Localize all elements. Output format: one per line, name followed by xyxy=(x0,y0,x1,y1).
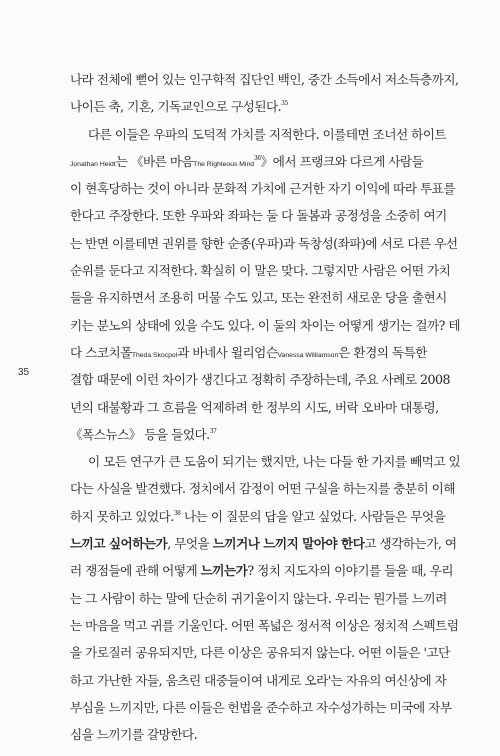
text-span: 러 쟁점들에 관해 어떻게 xyxy=(70,563,201,579)
text-line xyxy=(70,421,452,448)
emphasis-text: 느끼거나 느끼지 말아야 한다 xyxy=(212,536,365,552)
text-line: 을 가로질러 공유되지만, 다른 이상은 공유되지 않는다. 어떤 이들은 '고단 xyxy=(70,645,450,661)
text-span: 《폭스뉴스》 등을 들었다. xyxy=(70,426,210,442)
text-line: 한다고 주장한다. 또한 우파와 좌파는 둘 다 돌봄과 공정성을 소중히 여기 xyxy=(70,208,447,224)
text-line: 년의 대불황과 그 흐름을 억제하려 한 정부의 시도, 버락 오바마 대통령, xyxy=(70,399,439,415)
text-line xyxy=(70,148,452,175)
footnote-ref: 36 xyxy=(254,154,261,162)
emphasis-text: 느끼는가 xyxy=(200,563,248,579)
footnote-ref: 35 xyxy=(281,100,288,108)
text-span: 나는 이 질문의 답을 알고 싶었다. 사람들은 무엇을 xyxy=(180,508,446,524)
text-line: 는 마음을 먹고 귀를 기울인다. 어떤 폭넓은 정서적 이상은 정치적 스펙트럼 xyxy=(70,617,459,633)
text-line: 다른 이들은 우파의 도덕적 가치를 지적한다. 이를테면 조너선 하이트 xyxy=(88,126,447,142)
text-line: 심을 느끼기를 갈망한다. xyxy=(70,727,198,743)
text-line xyxy=(70,503,452,530)
body-text xyxy=(70,66,461,748)
text-line: 다는 사실을 발견했다. 정치에서 감정이 어떤 구실을 하는지를 충분히 이해 xyxy=(70,481,455,497)
english-name: Jonathan Heidt xyxy=(70,160,116,168)
footnote-ref: 38 xyxy=(173,509,181,517)
page-number: 35 xyxy=(18,367,30,378)
text-line: 이 모든 연구가 큰 도움이 되기는 했지만, 나는 다들 한 가지를 빼먹고 있 xyxy=(88,454,461,470)
text-line: 결합 때문에 이런 차이가 생긴다고 정확히 주장하는데, 주요 사례로 2008 xyxy=(70,372,451,388)
text-span: 는 《바른 마음 xyxy=(115,153,194,169)
text-line: 들을 유지하면서 조용히 머물 수도 있고, 또는 완전히 새로운 당을 출현시 xyxy=(70,290,447,306)
text-line: 나라 전체에 뻗어 있는 인구학적 집단인 백인, 중간 소득에서 저소득층까지, xyxy=(70,72,459,87)
text-line xyxy=(70,339,452,366)
text-line xyxy=(70,557,452,584)
text-span: 》에서 프랭크와 다르게 사람들 xyxy=(260,153,424,169)
text-line: 는 그 사람이 하는 말에 단순히 귀기울이지 않는다. 우리는 뭔가를 느끼려 xyxy=(70,590,447,606)
text-line: 이 현혹당하는 것이 아니라 문화적 가치에 근거한 자기 이익에 따라 투표를 xyxy=(70,181,455,197)
text-span: 고 생각하는가, 여 xyxy=(364,536,457,552)
text-span: 은 환경의 독특한 xyxy=(338,344,427,360)
english-name: Theda Skocpol xyxy=(131,351,178,359)
text-line xyxy=(70,530,457,557)
text-line: 하고 가난한 자들, 움츠린 대중들이여 내게로 오라'는 자유의 여신상에 자 xyxy=(70,672,447,688)
footnote-ref: 37 xyxy=(209,427,217,435)
english-name: Vanessa Williamson xyxy=(277,351,339,359)
emphasis-text: 느끼고 싶어하는가 xyxy=(70,536,168,552)
text-span: ? 정치 지도자의 이야기를 들을 때, 우리 xyxy=(247,563,454,579)
text-span: 나이든 축, 기혼, 기독교인으로 구성된다. xyxy=(70,99,282,115)
text-span: 다 스코치폴 xyxy=(70,344,132,360)
english-title: The Righteous Mind xyxy=(193,160,254,168)
text-span: , 무엇을 xyxy=(167,536,213,552)
text-line: 는 반면 이를테면 권위를 향한 순종(우파)과 독창성(좌파)에 서로 다른 우선 xyxy=(70,235,458,251)
text-line: 키는 분노의 상태에 있을 수도 있다. 이 둘의 차이는 어떻게 생기는 걸까? 테 xyxy=(70,317,461,333)
text-span: 과 바네사 윌리엄슨 xyxy=(177,344,278,360)
text-line xyxy=(70,93,452,120)
text-span: 하지 못하고 있었다. xyxy=(70,508,174,524)
text-line: 순위를 둔다고 지적한다. 확실히 이 말은 맞다. 그렇지만 사람은 어떤 가치 xyxy=(70,263,451,279)
text-line: 부심을 느끼지만, 다른 이들은 헌법을 준수하고 자수성가하는 미국에 자부 xyxy=(70,699,452,715)
